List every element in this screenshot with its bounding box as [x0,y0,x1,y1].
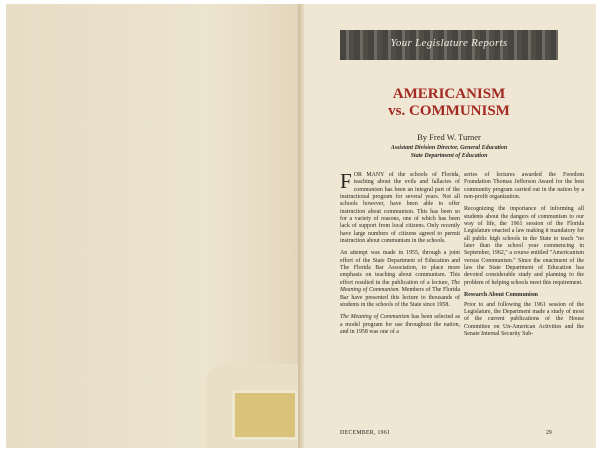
left-page-blank [6,4,300,448]
magazine-spread [6,4,596,448]
paragraph: Recognizing the importance of informing all students about the dangers of communism to our way of life, the 1961 session of the Florida Legislature enacted a law making it mandatory for all public high schools in the State to teach "no later than the school year commencing in September, 1962," a course entitled "Americanism versus Communism." Since the enactment of the law the State Department of Education has devoted considerable study and planning to the problem of helping schools meet this requirement. [464,206,584,286]
paragraph-text: Members of The Florida Bar have presented this lecture to thousands of students in the schools of the State since 1958. [340,287,460,308]
title-line-1: AMERICANISM [392,86,506,102]
title-line-2: vs. COMMUNISM [388,103,510,119]
paragraph-text: has been selected as a model program for use throughout the nation, and in 1958 was one of a [340,314,460,335]
paragraph-text: An attempt was made in 1955, through a joint effort of the State Department of Education and The Florida Bar Association, to place more emphasis on teaching about communism. This effort resulted in the publication of a lecture, [340,250,460,286]
text-column-left [340,169,460,341]
tape-stain [232,390,298,440]
paragraph-text: OR MANY of the schools of Florida, teaching about the evils and fallacies of communism has been an integral part of the instructional program for several years. Not all schools however, have been able to offer instruction about communism. This has been so for a variety of reasons, one of which has been lack of support from local citizens. Only recently have large numbers of citizens agreed to permit instruction about communism in the schools. [340,172,460,245]
article-title [324,86,574,120]
author-affiliation [324,145,574,160]
affiliation-line-1: Assistant Division Director, General Education [390,145,508,151]
drop-cap: F [340,169,352,193]
text-column-right [464,172,584,343]
bleed-through-text [66,100,266,118]
affiliation-line-2: State Department of Education [410,152,488,159]
paragraph [340,250,460,309]
header-banner-image [340,30,558,60]
right-page [304,4,596,448]
page-number: 29 [546,430,552,436]
paragraph: series of lectures awarded the Freedom Foundation Thomas Jefferson Award for the best community program carried out in the nation by a non-profit organization. [464,172,584,201]
paragraph [340,314,460,336]
section-heading: Research About Communism [464,292,538,299]
publication-title: The Meaning of Communism [340,314,410,321]
paragraph [340,169,460,245]
issue-date: DECEMBER, 1961 [340,430,391,436]
author-byline: By Fred W. Turner [417,132,481,142]
banner-title: Your Legislature Reports [390,37,508,49]
paragraph: Prior to and following the 1961 session of the Legislature, the Department made a study of most of the current publications of the House Committee on Un-American Activities and the Senate Internal Security Sub- [464,301,584,337]
publication-title: The Meaning of Communism. [340,279,460,294]
